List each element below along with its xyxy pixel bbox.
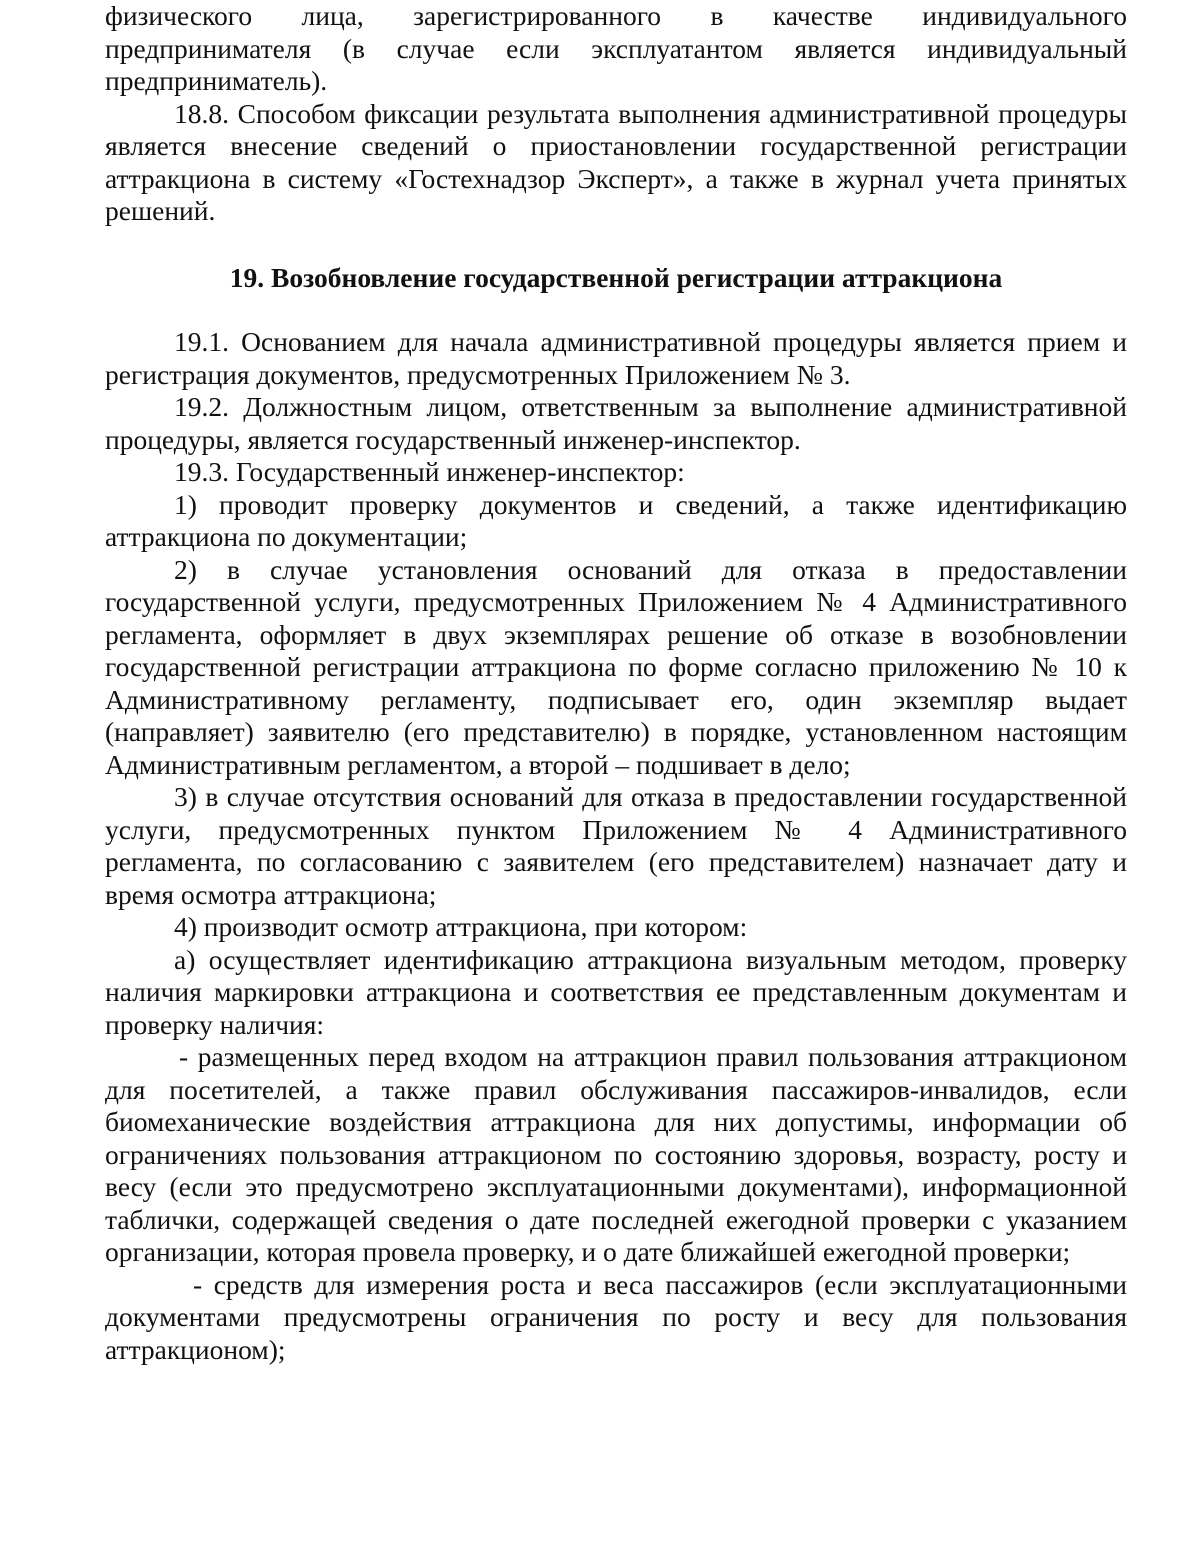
paragraph-18-8: 18.8. Способом фиксации результата выполнения административной процедуры является внесение сведений о приостановлении государственной регистрации аттракциона в систему «Гостехнадзор Эксперт», а также в журнал учета принятых решений. [105, 97, 1127, 226]
section-heading: 19. Возобновление государственной регистрации аттракциона [229, 261, 1003, 293]
sub-item-a: а) осуществляет идентификацию аттракциона визуальным методом, проверку наличия маркировки аттракциона и соответствия ее представленным документам и проверку наличия: [105, 943, 1127, 1040]
paragraph-continuation: физического лица, зарегистрированного в качестве индивидуального предпринимателя (в случае если эксплуатантом является индивидуальный предприниматель). [105, 0, 1127, 96]
paragraph-19-3: 19.3. Государственный инженер-инспектор: [174, 456, 685, 487]
dash-item-rules: - размещенных перед входом на аттракцион правил пользования аттракционом для посетителей, а также правил обслуживания пассажиров-инвалидов, если биомеханические воздействия аттракциона для них допустимы, информации об ограничениях пользования аттракционом по состоянию здоровья, возрасту, росту и весу (если это предусмотрено эксплуатационными документами), информационной таблички, содержащей сведения о дате последней ежегодной проверки с указанием организации, которая провела проверку, и о дате ближайшей ежегодной проверки; [105, 1041, 1127, 1267]
spacer [105, 228, 1127, 262]
paragraph-19-1: 19.1. Основанием для начала административной процедуры является прием и регистрация документов, предусмотренных Приложением № 3. [105, 326, 1127, 390]
spacer [105, 294, 1127, 326]
document-page [105, 0, 1127, 1366]
list-item-4: 4) производит осмотр аттракциона, при котором: [174, 911, 748, 942]
list-item-3: 3) в случае отсутствия оснований для отказа в предоставлении государственной услуги, предусмотренных пунктом Приложением № 4 Административного регламента, по согласованию с заявителем (его представителем) назначает дату и время осмотра аттракциона; [105, 781, 1127, 910]
list-item-1: 1) проводит проверку документов и сведений, а также идентификацию аттракциона по документации; [105, 488, 1127, 552]
paragraph-19-2: 19.2. Должностным лицом, ответственным за выполнение административной процедуры, является государственный инженер-инспектор. [105, 391, 1127, 455]
dash-item-measuring: - средств для измерения роста и веса пассажиров (если эксплуатационными документами предусмотрены ограничения по росту и весу для пользования аттракционом); [105, 1268, 1127, 1365]
list-item-2: 2) в случае установления оснований для отказа в предоставлении государственной услуги, предусмотренных Приложением № 4 Административного регламента, оформляет в двух экземплярах решение об отказе в возобновлении государственной регистрации аттракциона по форме согласно приложению № 10 к Административному регламенту, подписывает его, один экземпляр выдает (направляет) заявителю (его представителю) в порядке, установленном настоящим Административным регламентом, а второй – подшивает в дело; [105, 553, 1127, 780]
